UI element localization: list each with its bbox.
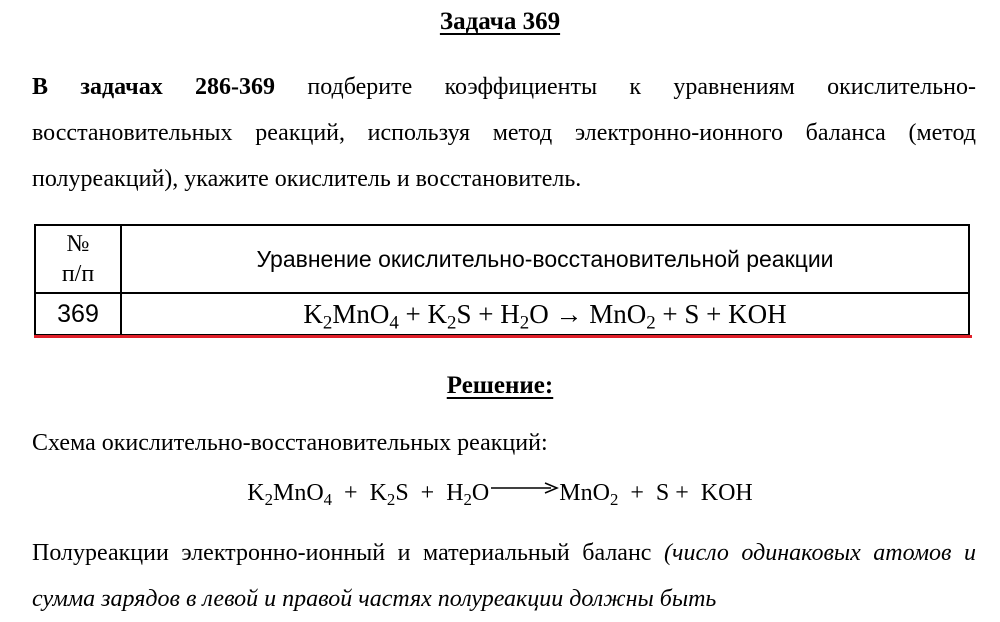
page-title: Задача 369 <box>439 8 561 35</box>
col-num-header-label: п/п <box>61 261 95 287</box>
row-equation: $K_2MnO_4 + K_2S + H_2O \to MnO_2 + S$ + KOH <box>121 293 969 335</box>
scheme-equation: $K_2MnO_4 + K_2S + H_2O$ MnO$_2$ + S + KOH <box>0 480 1000 507</box>
col-eq-header: Уравнение окислительно-восстановительной реакции <box>121 225 969 293</box>
col-num-header <box>35 225 121 293</box>
row-number: 369 <box>35 293 121 335</box>
half-italic: (число одинаковых атомов и сумма зарядов в левой и правой частях полуреакции должны быть <box>32 540 977 612</box>
scheme-label: Схема окислительно-восстановительных реакций: <box>32 430 548 456</box>
red-underline <box>34 335 972 338</box>
col-num-header-symbol: № <box>66 231 90 257</box>
solution-title: Решение: <box>446 372 554 399</box>
half-text: Полуреакции электронно-ионный и материальный баланс <box>32 540 664 566</box>
intro-paragraph <box>32 64 976 202</box>
table-row <box>35 293 969 335</box>
reaction-table <box>34 224 970 336</box>
intro-text: подберите коэффициенты к уравнениям окислительно-восстановительных реакций, используя метод электронно-ионного баланса (метод полуреакций), укажите окислитель и восстановитель. <box>32 74 977 192</box>
half-reactions-paragraph <box>32 530 976 622</box>
long-arrow-icon <box>489 474 559 501</box>
intro-bold: В задачах 286-369 <box>32 74 276 100</box>
table-header-row <box>35 225 969 293</box>
